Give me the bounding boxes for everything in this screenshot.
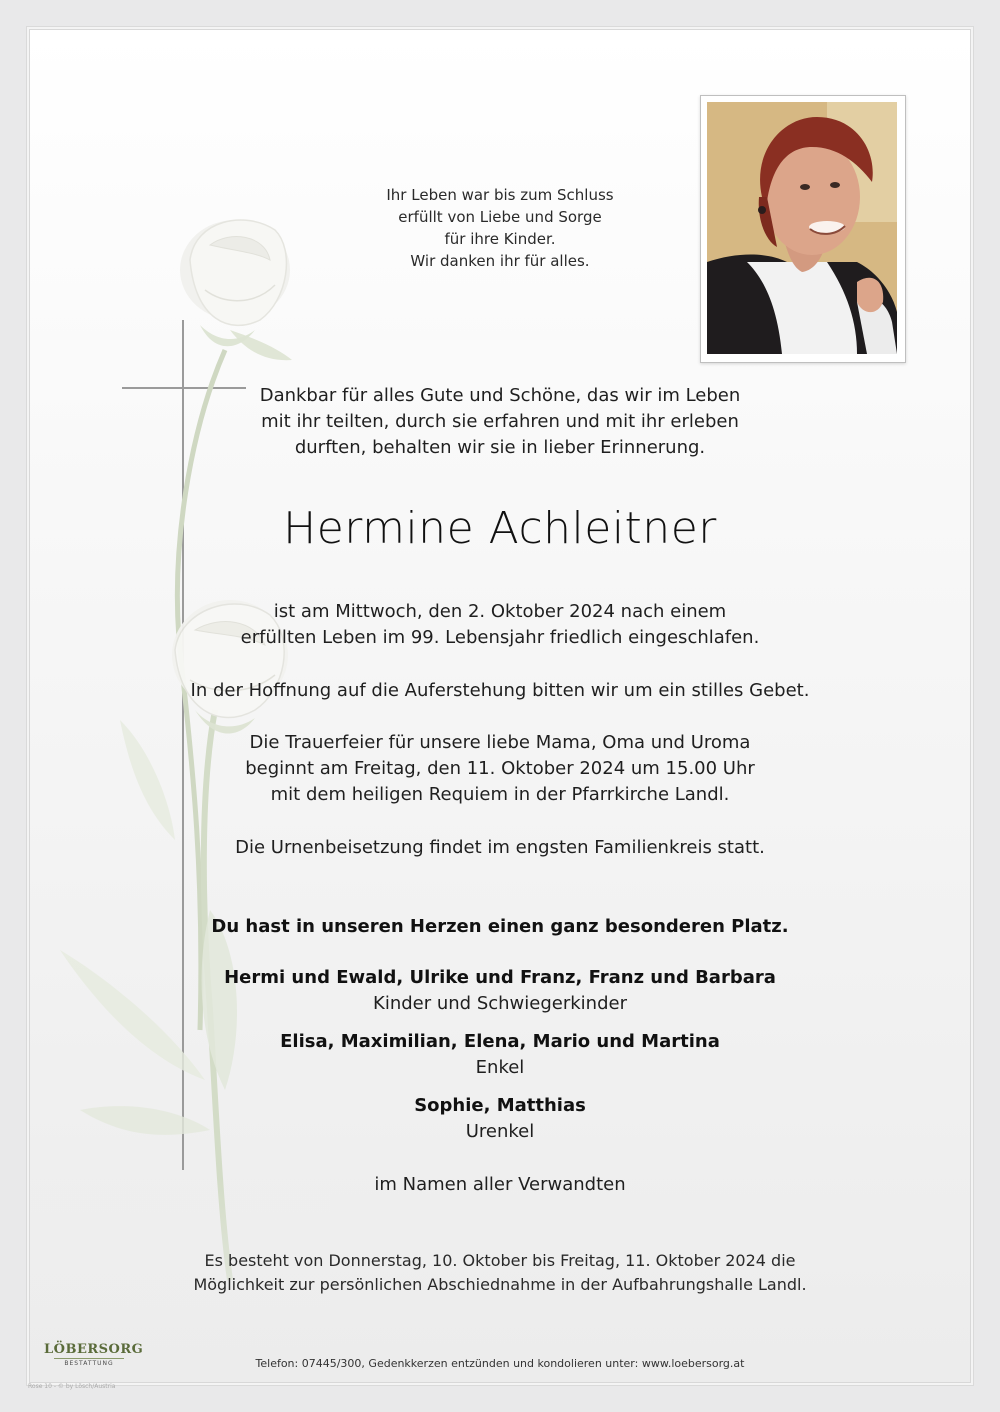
mourner-names: Hermi und Ewald, Ulrike und Franz, Franz und Barbara [224,967,776,988]
funeral-line: beginnt am Freitag, den 11. Oktober 2024 um 15.00 Uhr [245,758,755,779]
funeral-line: mit dem heiligen Requiem in der Pfarrkirche Landl. [270,784,730,805]
contact-footer: Telefon: 07445/300, Gedenkkerzen entzünden und kondolieren unter: www.loebersorg.at [255,1357,745,1370]
gratitude-text [30,383,970,461]
mourner-names: Elisa, Maximilian, Elena, Mario und Martina [280,1031,720,1052]
quote-line: Ihr Leben war bis zum Schluss [386,186,614,204]
obituary-card [30,30,970,1382]
motto-text: Du hast in unseren Herzen einen ganz besonderen Platz. [211,916,789,937]
quote-line: Wir danken ihr für alles. [410,252,590,270]
mourner-group [30,1029,970,1081]
image-credit: Rose 10 - © by Lösch/Austria [28,1383,116,1390]
farewell-line: Möglichkeit zur persönlichen Abschiednahme in der Aufbahrungshalle Landl. [193,1275,807,1294]
on-behalf-text: im Namen aller Verwandten [374,1174,626,1195]
mourner-relation: Urenkel [465,1121,535,1142]
quote-line: erfüllt von Liebe und Sorge [398,208,602,226]
gratitude-line: mit ihr teilten, durch sie erfahren und mit ihr erleben [261,411,739,432]
funeral-home-logo [44,1342,144,1367]
mourner-group [30,1093,970,1145]
funeral-line: Die Trauerfeier für unsere liebe Mama, Oma und Uroma [249,732,751,753]
death-notice-line: erfüllten Leben im 99. Lebensjahr friedlich eingeschlafen. [240,627,760,648]
farewell-line: Es besteht von Donnerstag, 10. Oktober bis Freitag, 11. Oktober 2024 die [204,1251,796,1270]
death-notice [30,599,970,651]
mourner-group [30,965,970,1017]
death-notice-line: ist am Mittwoch, den 2. Oktober 2024 nach einem [273,601,727,622]
mourner-names: Sophie, Matthias [414,1095,586,1116]
funeral-info [30,730,970,808]
logo-brand: LÖBERSORG [44,1342,144,1357]
hope-text: In der Hoffnung auf die Auferstehung bitten wir um ein stilles Gebet. [190,680,810,701]
quote-line: für ihre Kinder. [444,230,556,248]
deceased-name: Hermine Achleitner [283,503,717,554]
mourners-list [30,965,970,1145]
farewell-info [30,1249,970,1297]
gratitude-line: Dankbar für alles Gute und Schöne, das wir im Leben [259,385,741,406]
gratitude-line: durften, behalten wir sie in lieber Erinnerung. [294,437,706,458]
burial-text: Die Urnenbeisetzung findet im engsten Familienkreis statt. [235,837,765,858]
memorial-quote [30,184,970,272]
mourner-relation: Kinder und Schwiegerkinder [373,993,627,1014]
logo-sub: BESTATTUNG [54,1358,124,1367]
mourner-relation: Enkel [475,1057,525,1078]
